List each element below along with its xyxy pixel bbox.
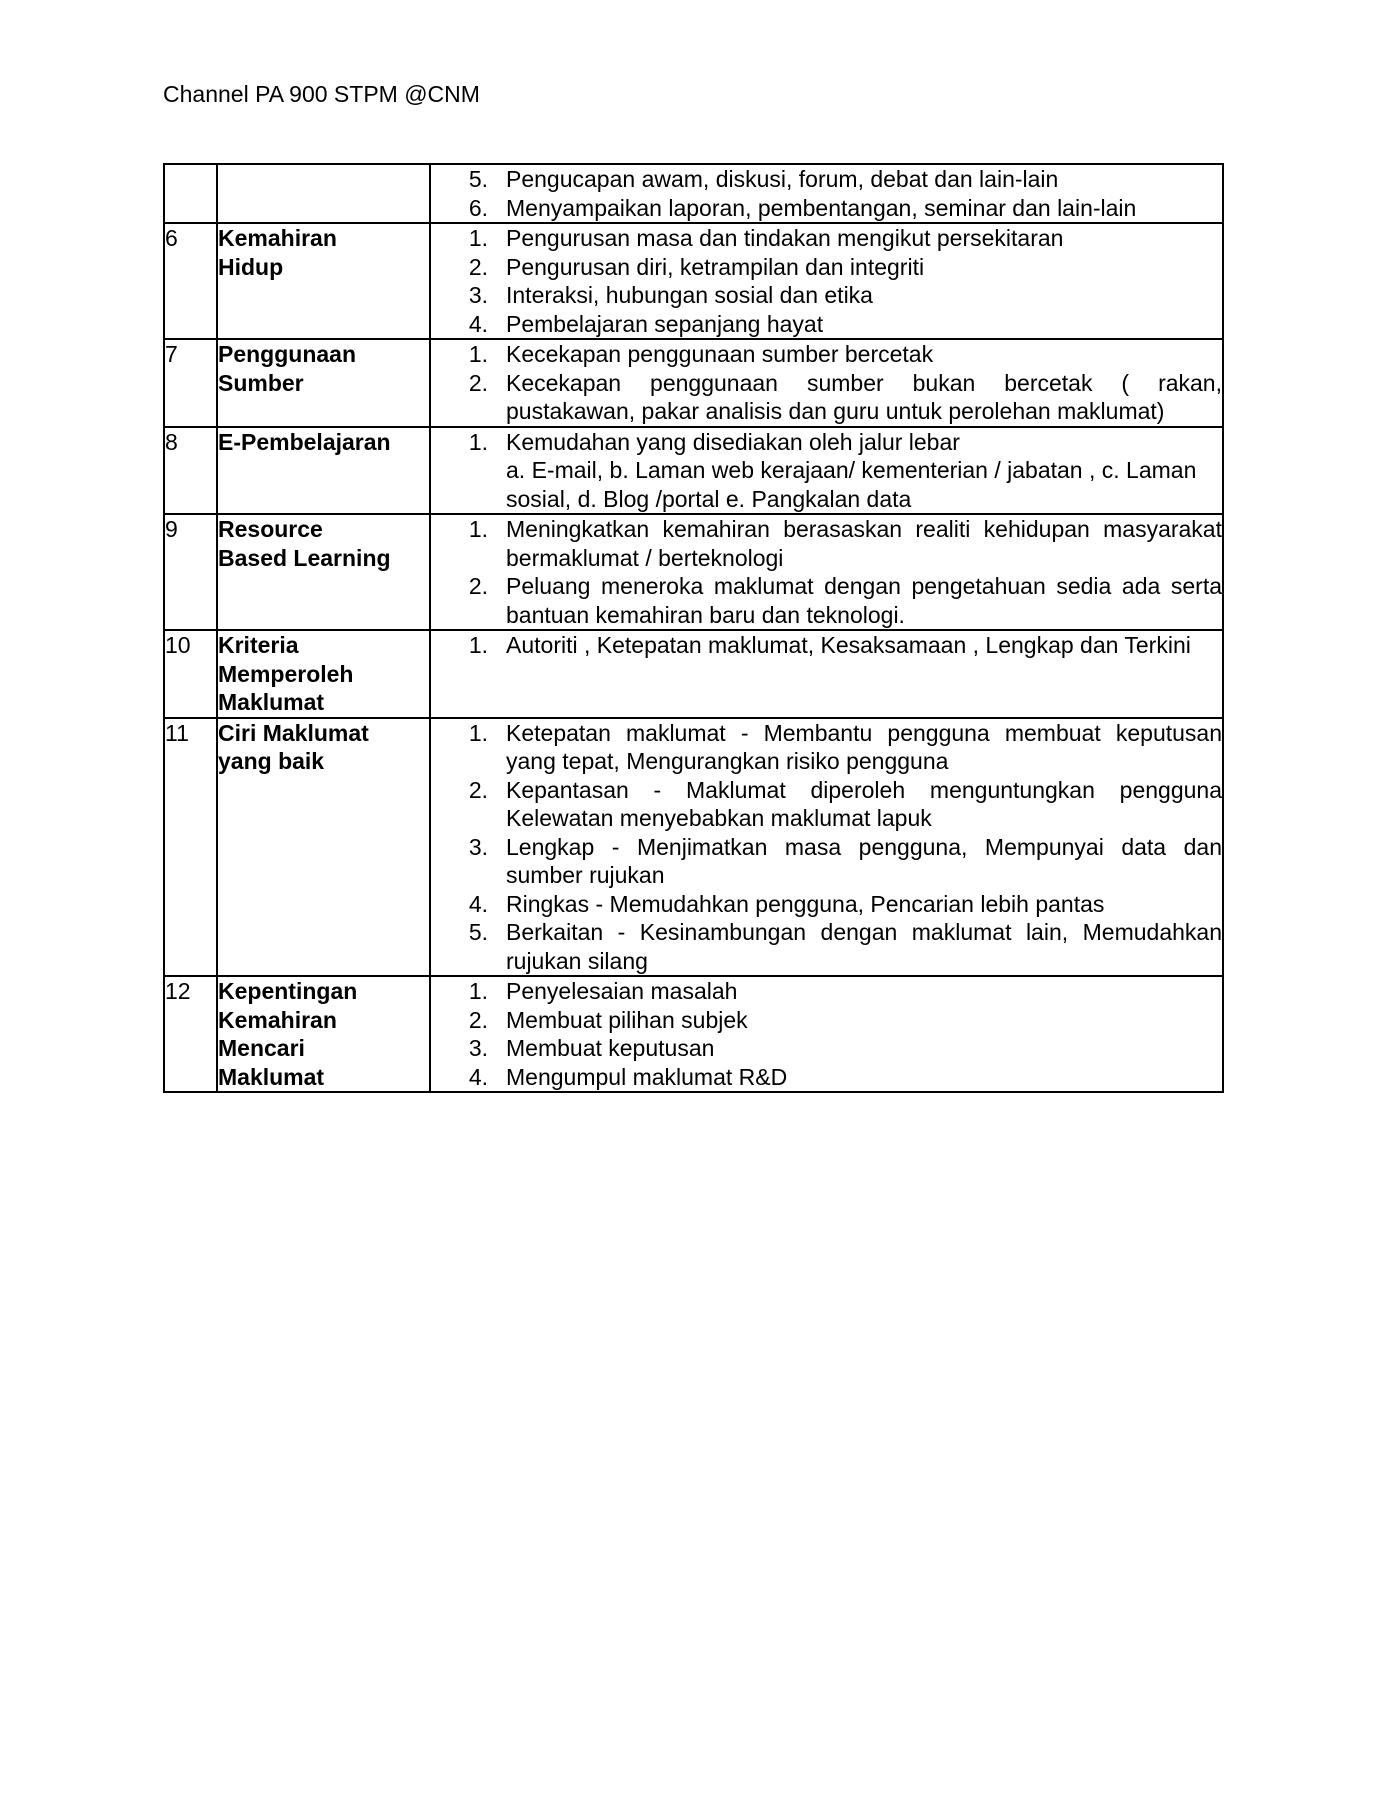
list-item xyxy=(431,977,1222,1006)
list-item-number: 4. xyxy=(468,890,488,917)
list-item-number: 2. xyxy=(468,1006,488,1033)
list-item-number: 2. xyxy=(468,776,488,803)
list-item-number: 6. xyxy=(468,194,488,221)
list-item-text: Membuat pilihan subjek xyxy=(506,1006,748,1033)
list-item-text: Pengurusan diri, ketrampilan dan integriti xyxy=(506,253,925,280)
table-row xyxy=(164,630,1223,718)
row-title: Resource Based Learning xyxy=(217,514,430,630)
list-item-text: Mengumpul maklumat R&D xyxy=(506,1063,788,1090)
list-item-number: 5. xyxy=(468,919,488,945)
row-title: Penggunaan Sumber xyxy=(217,339,430,427)
row-content xyxy=(430,976,1223,1092)
list-item-number: 4. xyxy=(468,1063,488,1090)
list-item-text: Membuat keputusan xyxy=(506,1035,715,1061)
row-content xyxy=(430,339,1223,427)
list-item xyxy=(431,890,1222,919)
list-item-number: 1. xyxy=(468,428,488,455)
list-item-number: 1. xyxy=(468,978,488,1004)
row-number: 9 xyxy=(164,514,217,630)
list-item xyxy=(431,253,1222,282)
list-item xyxy=(431,776,1222,833)
row-content xyxy=(430,164,1223,223)
list-item xyxy=(431,428,1222,457)
list-item-text: Kemudahan yang disediakan oleh jalur lebar xyxy=(506,428,960,455)
list-item xyxy=(431,572,1222,629)
list-item-text: Pengurusan masa dan tindakan mengikut persekitaran xyxy=(506,225,1064,251)
row-number xyxy=(164,164,217,223)
list-item xyxy=(431,1006,1222,1035)
list-item-number: 2. xyxy=(468,573,488,599)
list-item xyxy=(431,515,1222,572)
list-item xyxy=(431,165,1222,194)
row-title xyxy=(217,164,430,223)
list-item xyxy=(431,918,1222,975)
page-header: Channel PA 900 STPM @CNM xyxy=(163,81,480,107)
list-item-text: Peluang meneroka maklumat dengan pengetahuan sedia ada serta bantuan kemahiran baru dan teknologi. xyxy=(506,573,1222,628)
list-item-number: 1. xyxy=(468,719,488,746)
list-item-number: 3. xyxy=(468,833,488,860)
list-item-text: Interaksi, hubungan sosial dan etika xyxy=(506,282,873,308)
list-item-number: 1. xyxy=(468,516,488,542)
list-item-text: Pengucapan awam, diskusi, forum, debat dan lain-lain xyxy=(506,166,1059,192)
list-item-text: Lengkap - Menjimatkan masa pengguna, Mempunyai data dan sumber rujukan xyxy=(506,833,1222,888)
list-item xyxy=(431,833,1222,890)
row-content xyxy=(430,427,1223,515)
list-item-text: Kepantasan - Maklumat diperoleh menguntungkan pengguna Kelewatan menyebabkan maklumat lapuk xyxy=(506,776,1222,831)
list-item xyxy=(431,194,1222,223)
table-row xyxy=(164,164,1223,223)
row-number: 6 xyxy=(164,223,217,339)
list-item-text: Kecekapan penggunaan sumber bercetak xyxy=(506,341,934,367)
list-item xyxy=(431,1034,1222,1063)
row-number: 8 xyxy=(164,427,217,515)
list-item-number: 2. xyxy=(468,369,488,396)
content-table xyxy=(163,163,1224,1093)
row-title: Kemahiran Hidup xyxy=(217,223,430,339)
row-title: Kriteria Memperoleh Maklumat xyxy=(217,630,430,718)
row-content xyxy=(430,514,1223,630)
list-item-text: Kecekapan penggunaan sumber bukan bercetak ( rakan, pustakawan, pakar analisis dan guru untuk perolehan maklumat) xyxy=(506,369,1222,424)
list-item-text: Ketepatan maklumat - Membantu pengguna membuat keputusan yang tepat, Mengurangkan risiko pengguna xyxy=(506,719,1222,774)
list-item-continuation: a. E-mail, b. Laman web kerajaan/ kementerian / jabatan , c. Laman sosial, d. Blog /portal e. Pangkalan data xyxy=(506,457,1197,512)
list-item-text: Ringkas - Memudahkan pengguna, Pencarian lebih pantas xyxy=(506,890,1105,917)
list-item-text: Autoriti , Ketepatan maklumat, Kesaksamaan , Lengkap dan Terkini xyxy=(506,632,1191,658)
list-item xyxy=(431,310,1222,339)
list-item-number: 2. xyxy=(468,253,488,280)
list-item-text: Berkaitan - Kesinambungan dengan maklumat lain, Memudahkan rujukan silang xyxy=(506,919,1222,974)
list-item xyxy=(431,340,1222,369)
list-item xyxy=(431,1063,1222,1092)
table-row xyxy=(164,339,1223,427)
row-number: 12 xyxy=(164,976,217,1092)
list-item xyxy=(431,719,1222,776)
list-item xyxy=(431,631,1222,660)
list-item-number: 1. xyxy=(468,632,488,658)
table-row xyxy=(164,514,1223,630)
list-item-text: Penyelesaian masalah xyxy=(506,978,738,1004)
list-item-number: 1. xyxy=(468,225,488,251)
list-item xyxy=(431,224,1222,253)
list-item-number: 3. xyxy=(468,282,488,308)
row-number: 11 xyxy=(164,718,217,977)
row-number: 7 xyxy=(164,339,217,427)
list-item-number: 4. xyxy=(468,310,488,337)
table-row xyxy=(164,976,1223,1092)
table-row xyxy=(164,223,1223,339)
row-number: 10 xyxy=(164,630,217,718)
list-item xyxy=(431,369,1222,426)
row-title: Ciri Maklumat yang baik xyxy=(217,718,430,977)
list-item-number: 1. xyxy=(468,341,488,367)
list-item xyxy=(431,281,1222,310)
row-title: Kepentingan Kemahiran Mencari Maklumat xyxy=(217,976,430,1092)
list-item-text: Pembelajaran sepanjang hayat xyxy=(506,310,824,337)
table-row xyxy=(164,427,1223,515)
list-item-number: 5. xyxy=(468,166,488,192)
table-row xyxy=(164,718,1223,977)
row-content xyxy=(430,718,1223,977)
row-content xyxy=(430,223,1223,339)
list-item-text: Menyampaikan laporan, pembentangan, seminar dan lain-lain xyxy=(506,194,1137,221)
row-title: E-Pembelajaran xyxy=(217,427,430,515)
row-content xyxy=(430,630,1223,718)
list-item-text: Meningkatkan kemahiran berasaskan realiti kehidupan masyarakat bermaklumat / berteknologi xyxy=(506,516,1222,571)
list-item-number: 3. xyxy=(468,1035,488,1061)
